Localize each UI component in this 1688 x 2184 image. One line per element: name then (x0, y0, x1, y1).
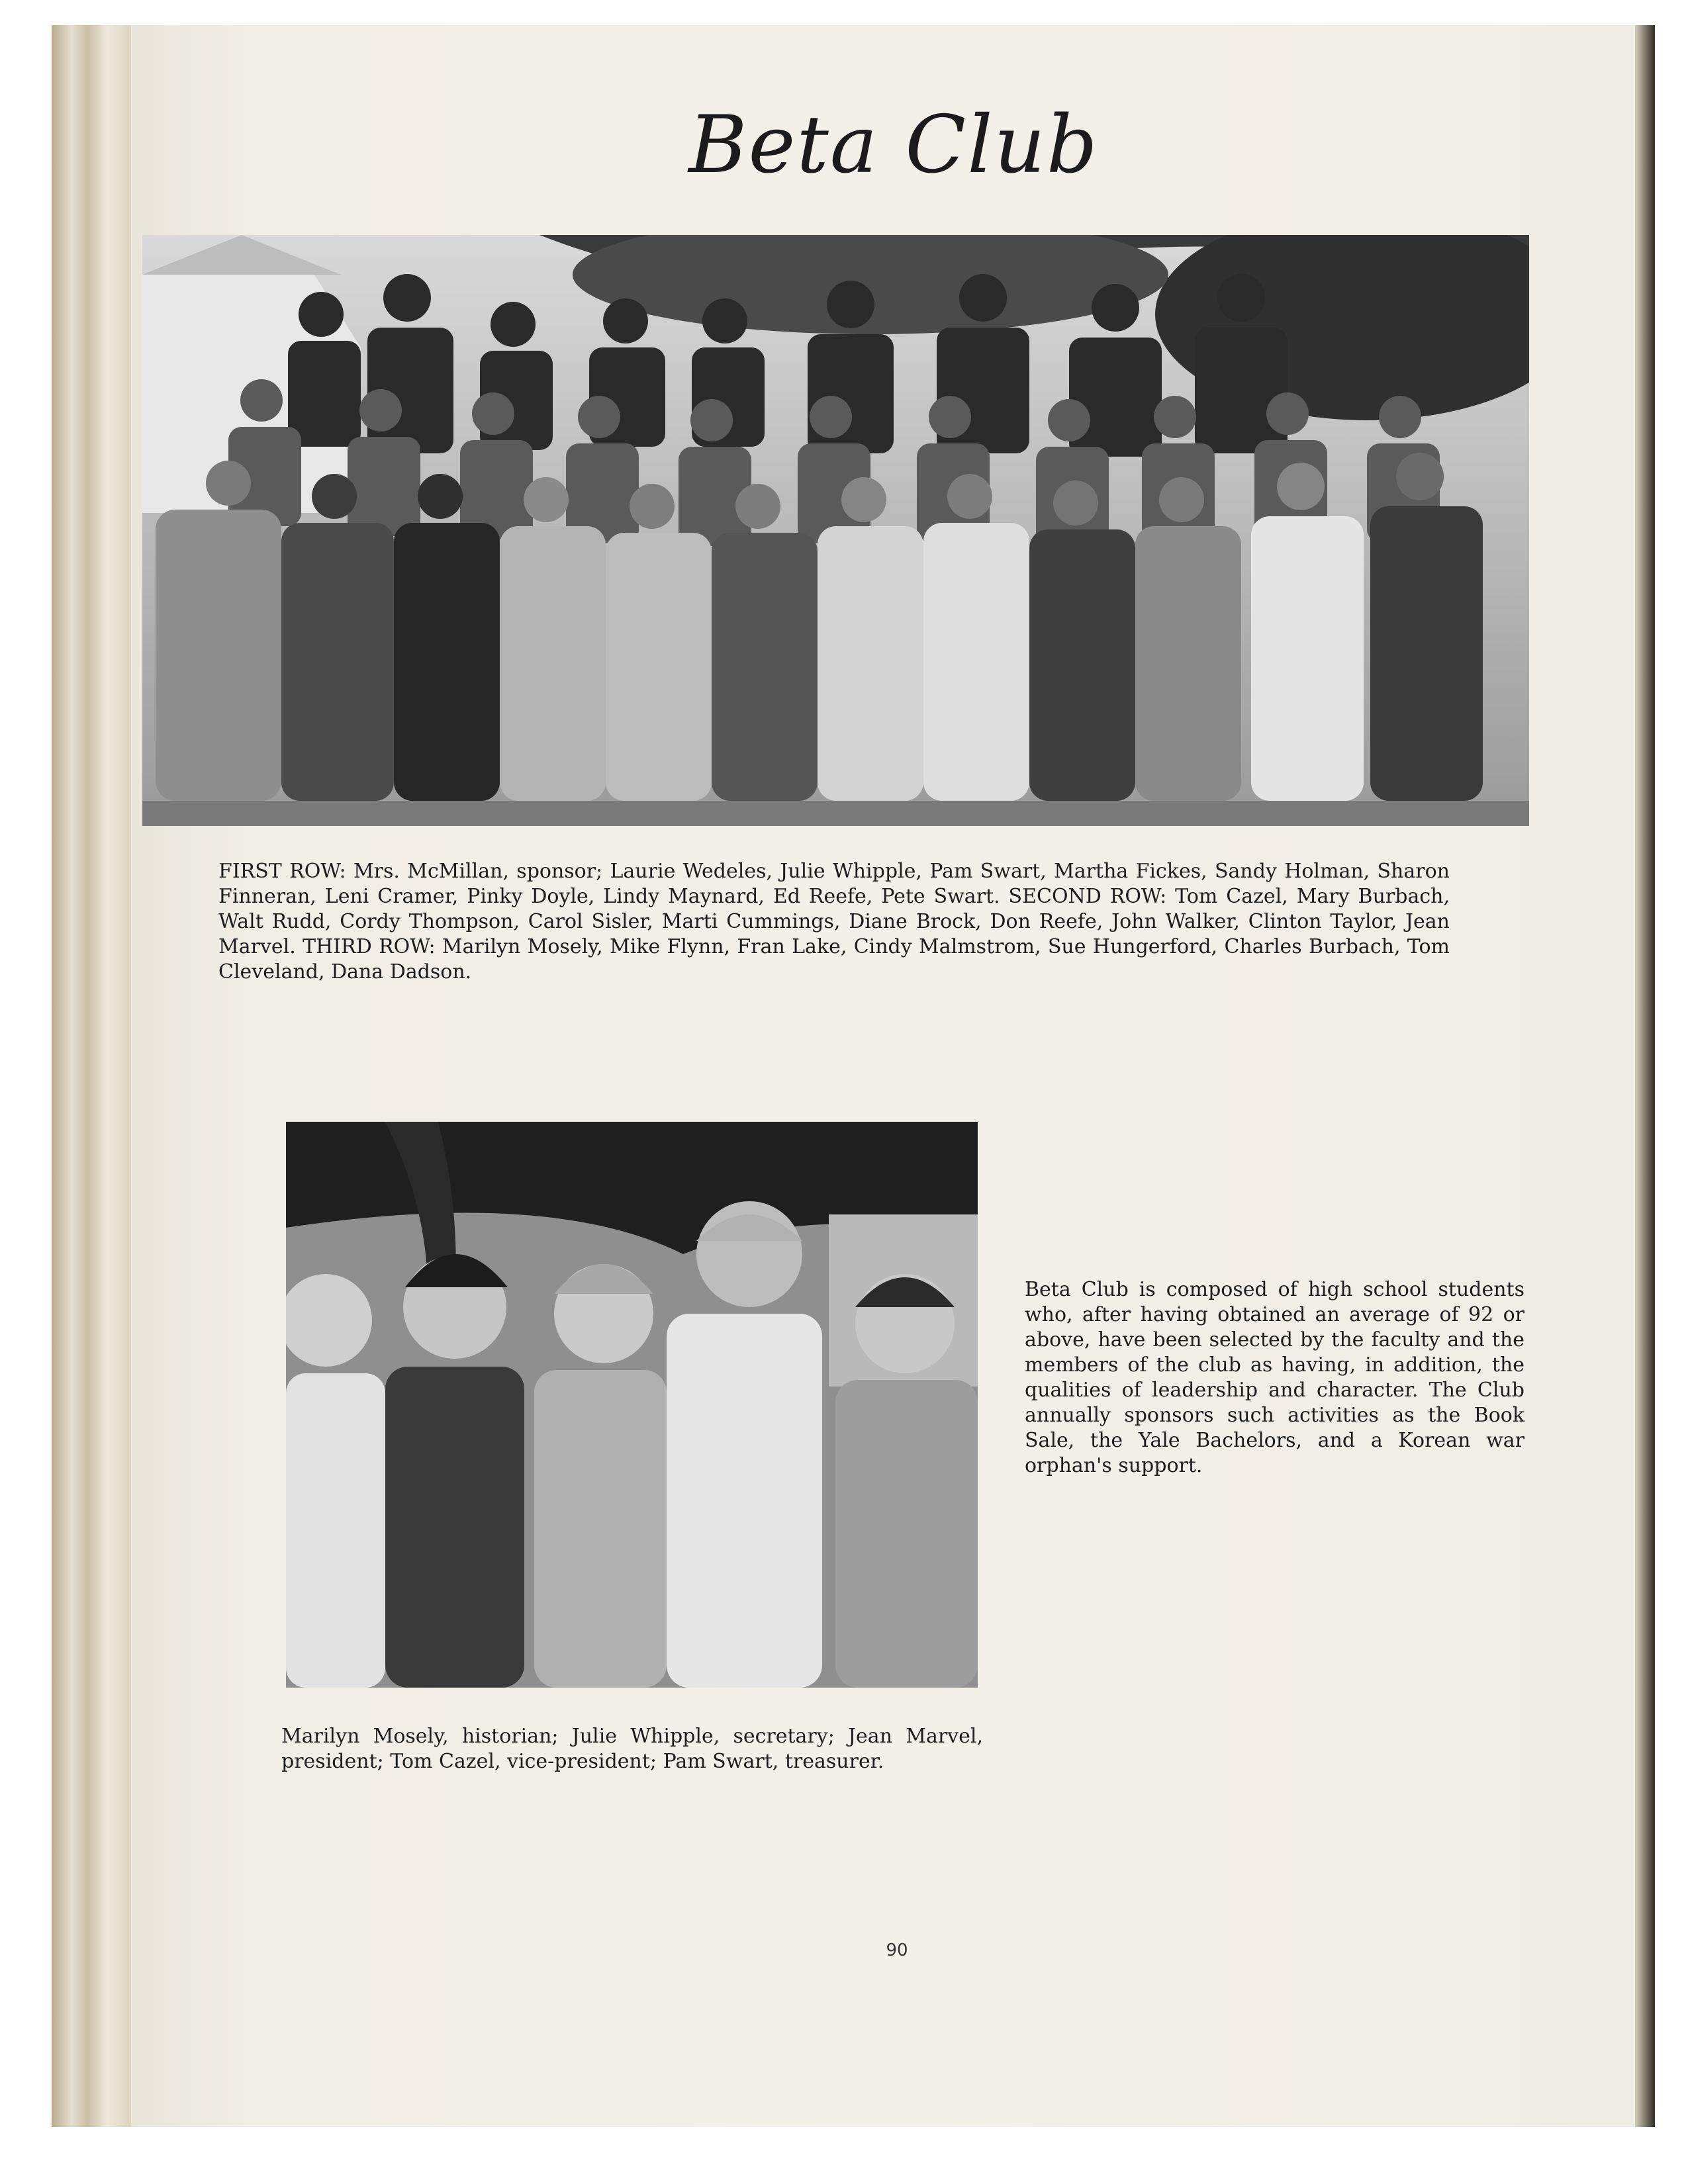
page-number: 90 (886, 1940, 908, 1960)
group-photo-caption: FIRST ROW: Mrs. McMillan, sponsor; Laurie Wedeles, Julie Whipple, Pam Swart, Martha Fickes, Sandy Holman, Sharon Finneran, Leni Cramer, Pinky Doyle, Lindy Maynard, Ed Reefe, Pete Swart. SECOND ROW: Tom Cazel, Mary Burbach, Walt Rudd, Cordy Thompson, Carol Sisler, Marti Cummings, Diane Brock, Don Reefe, John Walker, Clinton Taylor, Jean Marvel. THIRD ROW: Marilyn Mosely, Mike Flynn, Fran Lake, Cindy Malmstrom, Sue Hungerford, Charles Burbach, Tom Cleveland, Dana Dadson. (218, 860, 1450, 983)
officers-photo (286, 1122, 978, 1688)
page-right-edge-shadow (1635, 25, 1655, 2127)
page-title: Beta Club (688, 99, 1099, 191)
book-spine-edge (52, 25, 131, 2127)
club-description: Beta Club is composed of high school students who, after having obtained an average of 92 or above, have been selected by the faculty and the members of the club as having, in addition, the qualities of leadership and character. The Club annually sponsors such activities as the Book Sale, the Yale Bachelors, and a Korean war orphan's support. (1025, 1278, 1524, 1477)
officers-photo-image (286, 1122, 978, 1688)
group-photo (142, 235, 1529, 826)
officers-photo-caption: Marilyn Mosely, historian; Julie Whipple, secretary; Jean Marvel, president; Tom Cazel, vice-president; Pam Swart, treasurer. (281, 1725, 983, 1773)
group-photo-image (142, 235, 1529, 826)
